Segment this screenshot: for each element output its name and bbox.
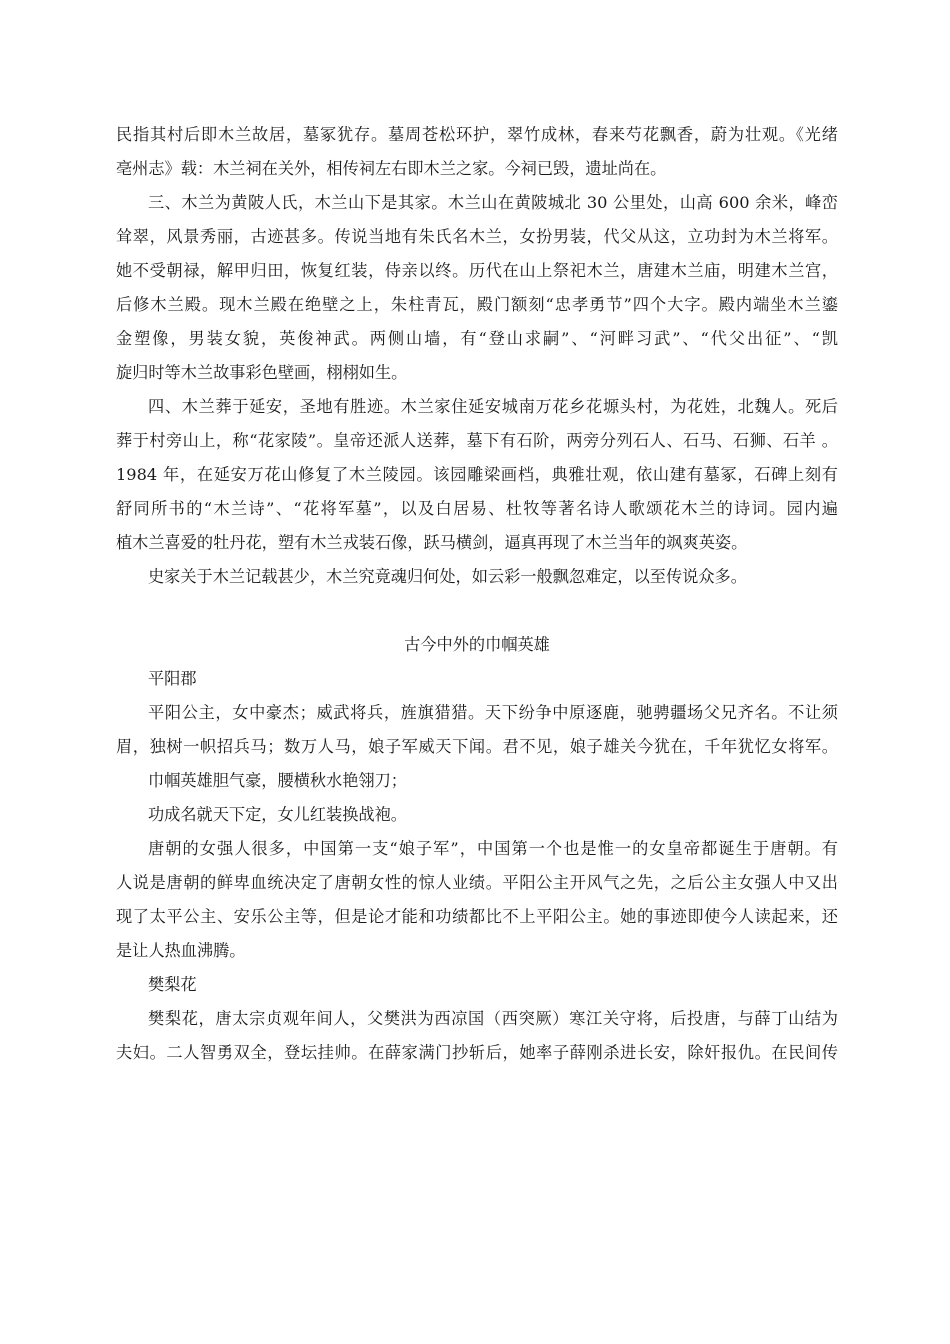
text-line: 巾帼英雄胆气豪，腰横秋水艳翎刀； xyxy=(148,771,407,790)
text-line: 夫妇。二人智勇双全，登坛挂帅。在薛家满门抄斩后，她率子薛刚杀进长安，除奸报仇。在民间传 xyxy=(116,1043,838,1062)
text-line: 她不受朝禄，解甲归田，恢复红装，侍亲以终。历代在山上祭祀木兰，唐建木兰庙，明建木兰宫， xyxy=(116,261,838,280)
text-line: 1984 年，在延安万花山修复了木兰陵园。该园雕梁画档，典雅壮观，依山建有墓冢，石碑上刻有 xyxy=(116,465,838,484)
text-line: 亳州志》载：木兰祠在关外，相传祠左右即木兰之家。今祠已毁，遗址尚在。 xyxy=(116,159,667,178)
text-line: 平阳公主，女中豪杰；威武将兵，旌旗猎猎。天下纷争中原逐鹿，驰骋疆场父兄齐名。不让须 xyxy=(148,703,838,722)
text-line: 人说是唐朝的鲜卑血统决定了唐朝女性的惊人业绩。平阳公主开风气之先，之后公主女强人中又出 xyxy=(116,873,838,892)
section-title: 古今中外的巾帼英雄 xyxy=(404,635,550,654)
text-line: 是让人热血沸腾。 xyxy=(116,941,246,960)
document-body xyxy=(116,118,838,1070)
text-line: 眉，独树一帜招兵马；数万人马，娘子军威天下闻。君不见，娘子雄关今犹在，千年犹忆女将军。 xyxy=(116,737,838,756)
text-line: 樊梨花 xyxy=(148,975,197,994)
text-line: 樊梨花，唐太宗贞观年间人，父樊洪为西凉国（西突厥）寒江关守将，后投唐，与薛丁山结为 xyxy=(148,1009,838,1028)
text-line: 现了太平公主、安乐公主等，但是论才能和功绩都比不上平阳公主。她的事迹即使今人读起来，还 xyxy=(116,907,838,926)
text-line: 旋归时等木兰故事彩色壁画，栩栩如生。 xyxy=(116,363,408,382)
heroines-section xyxy=(116,662,838,1070)
text-line: 史家关于木兰记载甚少，木兰究竟魂归何处，如云彩一般飘忽难定，以至传说众多。 xyxy=(148,567,747,586)
text-line: 功成名就天下定，女儿红装换战袍。 xyxy=(148,805,407,824)
text-line: 四、木兰葬于延安，圣地有胜迹。木兰家住延安城南万花乡花塬头村，为花姓，北魏人。死后 xyxy=(148,397,838,416)
text-line: 后修木兰殿。现木兰殿在绝壁之上，朱柱青瓦，殿门额刻“忠孝勇节”四个大字。殿内端坐木兰鎏 xyxy=(116,295,838,314)
text-line: 唐朝的女强人很多，中国第一支“娘子军”，中国第一个也是惟一的女皇帝都诞生于唐朝。有 xyxy=(148,839,838,858)
text-line: 民指其村后即木兰故居，墓冢犹存。墓周苍松环护，翠竹成林，春来芍花飘香，蔚为壮观。《光绪 xyxy=(116,125,838,144)
text-line: 平阳郡 xyxy=(148,669,197,688)
text-line: 金塑像，男装女貌，英俊神武。两侧山墙，有“登山求嗣”、“河畔习武”、“代父出征”、“凯 xyxy=(116,329,838,348)
text-line: 舒同所书的“木兰诗”、“花将军墓”，以及白居易、杜牧等著名诗人歌颂花木兰的诗词。园内遍 xyxy=(116,499,838,518)
section-spacer xyxy=(116,594,838,628)
text-line: 三、木兰为黄陂人氏，木兰山下是其家。木兰山在黄陂城北 30 公里处，山高 600 余米，峰峦 xyxy=(148,193,838,212)
text-line: 葬于村旁山上，称“花家陵”。皇帝还派人送葬，墓下有石阶，两旁分列石人、石马、石狮、石羊 。 xyxy=(116,431,838,450)
mulan-legends-section xyxy=(116,118,838,594)
text-line: 耸翠，风景秀丽，古迹甚多。传说当地有朱氏名木兰，女扮男装，代父从这，立功封为木兰将军。 xyxy=(116,227,838,246)
text-line: 植木兰喜爱的牡丹花，塑有木兰戎装石像，跃马横剑，逼真再现了木兰当年的飒爽英姿。 xyxy=(116,533,748,552)
